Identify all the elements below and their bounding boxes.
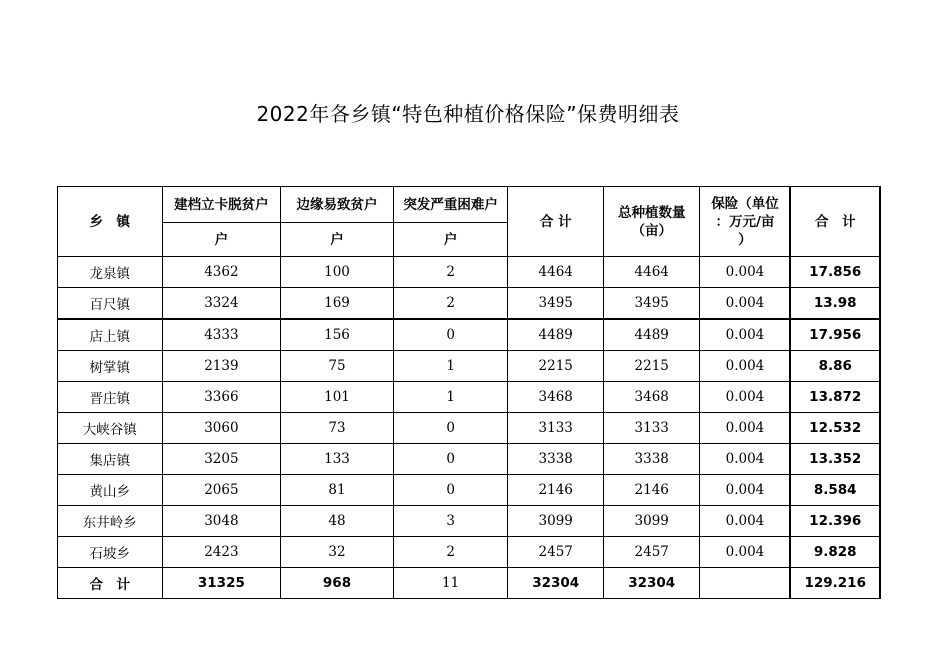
table-row [58,444,881,475]
cell-town: 晋庄镇 [58,382,163,413]
table-row [58,319,881,351]
header-marginal-poor-unit: 户 [281,223,394,257]
cell-registered-poor: 3205 [162,444,281,475]
header-insurance-line1: 保险（单位 [711,195,779,212]
header-planting-area [603,187,700,257]
total-sudden-hardship: 11 [393,568,508,599]
cell-sudden-hardship: 1 [393,382,508,413]
cell-town: 石坡乡 [58,537,163,568]
page-title: 2022年各乡镇“特色种植价格保险”保费明细表 [256,102,680,126]
cell-sudden-hardship: 0 [393,444,508,475]
cell-insurance-rate: 0.004 [700,351,790,382]
cell-marginal-poor: 169 [281,288,394,320]
cell-marginal-poor: 100 [281,257,394,288]
cell-premium: 13.872 [790,382,880,413]
cell-premium: 8.86 [790,351,880,382]
cell-town: 大峡谷镇 [58,413,163,444]
header-marginal-poor: 边缘易致贫户 [281,187,394,223]
cell-town: 龙泉镇 [58,257,163,288]
cell-insurance-rate: 0.004 [700,537,790,568]
table-row [58,382,881,413]
cell-sudden-hardship: 3 [393,506,508,537]
cell-insurance-rate: 0.004 [700,257,790,288]
cell-sudden-hardship: 2 [393,288,508,320]
table-row [58,475,881,506]
cell-premium: 9.828 [790,537,880,568]
cell-premium: 13.352 [790,444,880,475]
cell-registered-poor: 4362 [162,257,281,288]
cell-planting-area: 3338 [603,444,700,475]
cell-marginal-poor: 73 [281,413,394,444]
cell-insurance-rate: 0.004 [700,413,790,444]
cell-town: 集店镇 [58,444,163,475]
cell-subtotal: 3468 [508,382,604,413]
cell-planting-area: 2215 [603,351,700,382]
table-row [58,537,881,568]
cell-marginal-poor: 32 [281,537,394,568]
header-planting-area-line2: （亩） [631,222,672,239]
cell-marginal-poor: 48 [281,506,394,537]
cell-subtotal: 2146 [508,475,604,506]
cell-premium: 12.396 [790,506,880,537]
header-total: 合 计 [790,187,880,257]
cell-registered-poor: 3366 [162,382,281,413]
cell-sudden-hardship: 0 [393,319,508,351]
header-subtotal: 合 计 [508,187,604,257]
cell-sudden-hardship: 0 [393,413,508,444]
cell-premium: 13.98 [790,288,880,320]
cell-premium: 17.856 [790,257,880,288]
cell-planting-area: 3495 [603,288,700,320]
cell-subtotal: 3495 [508,288,604,320]
cell-registered-poor: 2139 [162,351,281,382]
table-row [58,506,881,537]
cell-marginal-poor: 156 [281,319,394,351]
cell-registered-poor: 4333 [162,319,281,351]
cell-registered-poor: 3060 [162,413,281,444]
cell-town: 百尺镇 [58,288,163,320]
cell-sudden-hardship: 2 [393,257,508,288]
cell-subtotal: 4489 [508,319,604,351]
header-planting-area-line1: 总种植数量 [617,204,686,221]
total-subtotal: 32304 [508,568,604,599]
table-row [58,413,881,444]
cell-planting-area: 3099 [603,506,700,537]
total-planting-area: 32304 [603,568,700,599]
header-sudden-hardship: 突发严重困难户 [393,187,508,223]
cell-marginal-poor: 101 [281,382,394,413]
cell-sudden-hardship: 1 [393,351,508,382]
cell-subtotal: 3338 [508,444,604,475]
cell-planting-area: 3468 [603,382,700,413]
total-premium: 129.216 [790,568,880,599]
cell-registered-poor: 3048 [162,506,281,537]
header-registered-poor-unit: 户 [162,223,281,257]
cell-subtotal: 3133 [508,413,604,444]
table-row [58,351,881,382]
cell-town: 东井岭乡 [58,506,163,537]
cell-premium: 17.956 [790,319,880,351]
cell-subtotal: 3099 [508,506,604,537]
cell-insurance-rate: 0.004 [700,506,790,537]
cell-marginal-poor: 75 [281,351,394,382]
total-insurance-rate [700,568,790,599]
cell-insurance-rate: 0.004 [700,382,790,413]
cell-marginal-poor: 81 [281,475,394,506]
total-marginal-poor: 968 [281,568,394,599]
total-label: 合 计 [58,568,163,599]
header-insurance-line2: ：万元/亩 [715,213,775,230]
header-insurance-line3: ） [738,231,752,248]
cell-registered-poor: 3324 [162,288,281,320]
cell-registered-poor: 2423 [162,537,281,568]
cell-subtotal: 2215 [508,351,604,382]
cell-premium: 8.584 [790,475,880,506]
cell-insurance-rate: 0.004 [700,475,790,506]
cell-planting-area: 4464 [603,257,700,288]
cell-sudden-hardship: 0 [393,475,508,506]
premium-table [57,186,881,599]
cell-premium: 12.532 [790,413,880,444]
cell-insurance-rate: 0.004 [700,319,790,351]
cell-marginal-poor: 133 [281,444,394,475]
cell-sudden-hardship: 2 [393,537,508,568]
cell-insurance-rate: 0.004 [700,288,790,320]
cell-town: 树掌镇 [58,351,163,382]
table-row [58,257,881,288]
cell-insurance-rate: 0.004 [700,444,790,475]
cell-town: 黄山乡 [58,475,163,506]
total-registered-poor: 31325 [162,568,281,599]
cell-planting-area: 4489 [603,319,700,351]
cell-subtotal: 2457 [508,537,604,568]
table-row [58,288,881,320]
cell-planting-area: 2146 [603,475,700,506]
header-town: 乡 镇 [58,187,163,257]
header-sudden-hardship-unit: 户 [393,223,508,257]
cell-planting-area: 2457 [603,537,700,568]
cell-subtotal: 4464 [508,257,604,288]
header-insurance-rate [700,187,790,257]
cell-town: 店上镇 [58,319,163,351]
cell-planting-area: 3133 [603,413,700,444]
header-registered-poor: 建档立卡脱贫户 [162,187,281,223]
cell-registered-poor: 2065 [162,475,281,506]
